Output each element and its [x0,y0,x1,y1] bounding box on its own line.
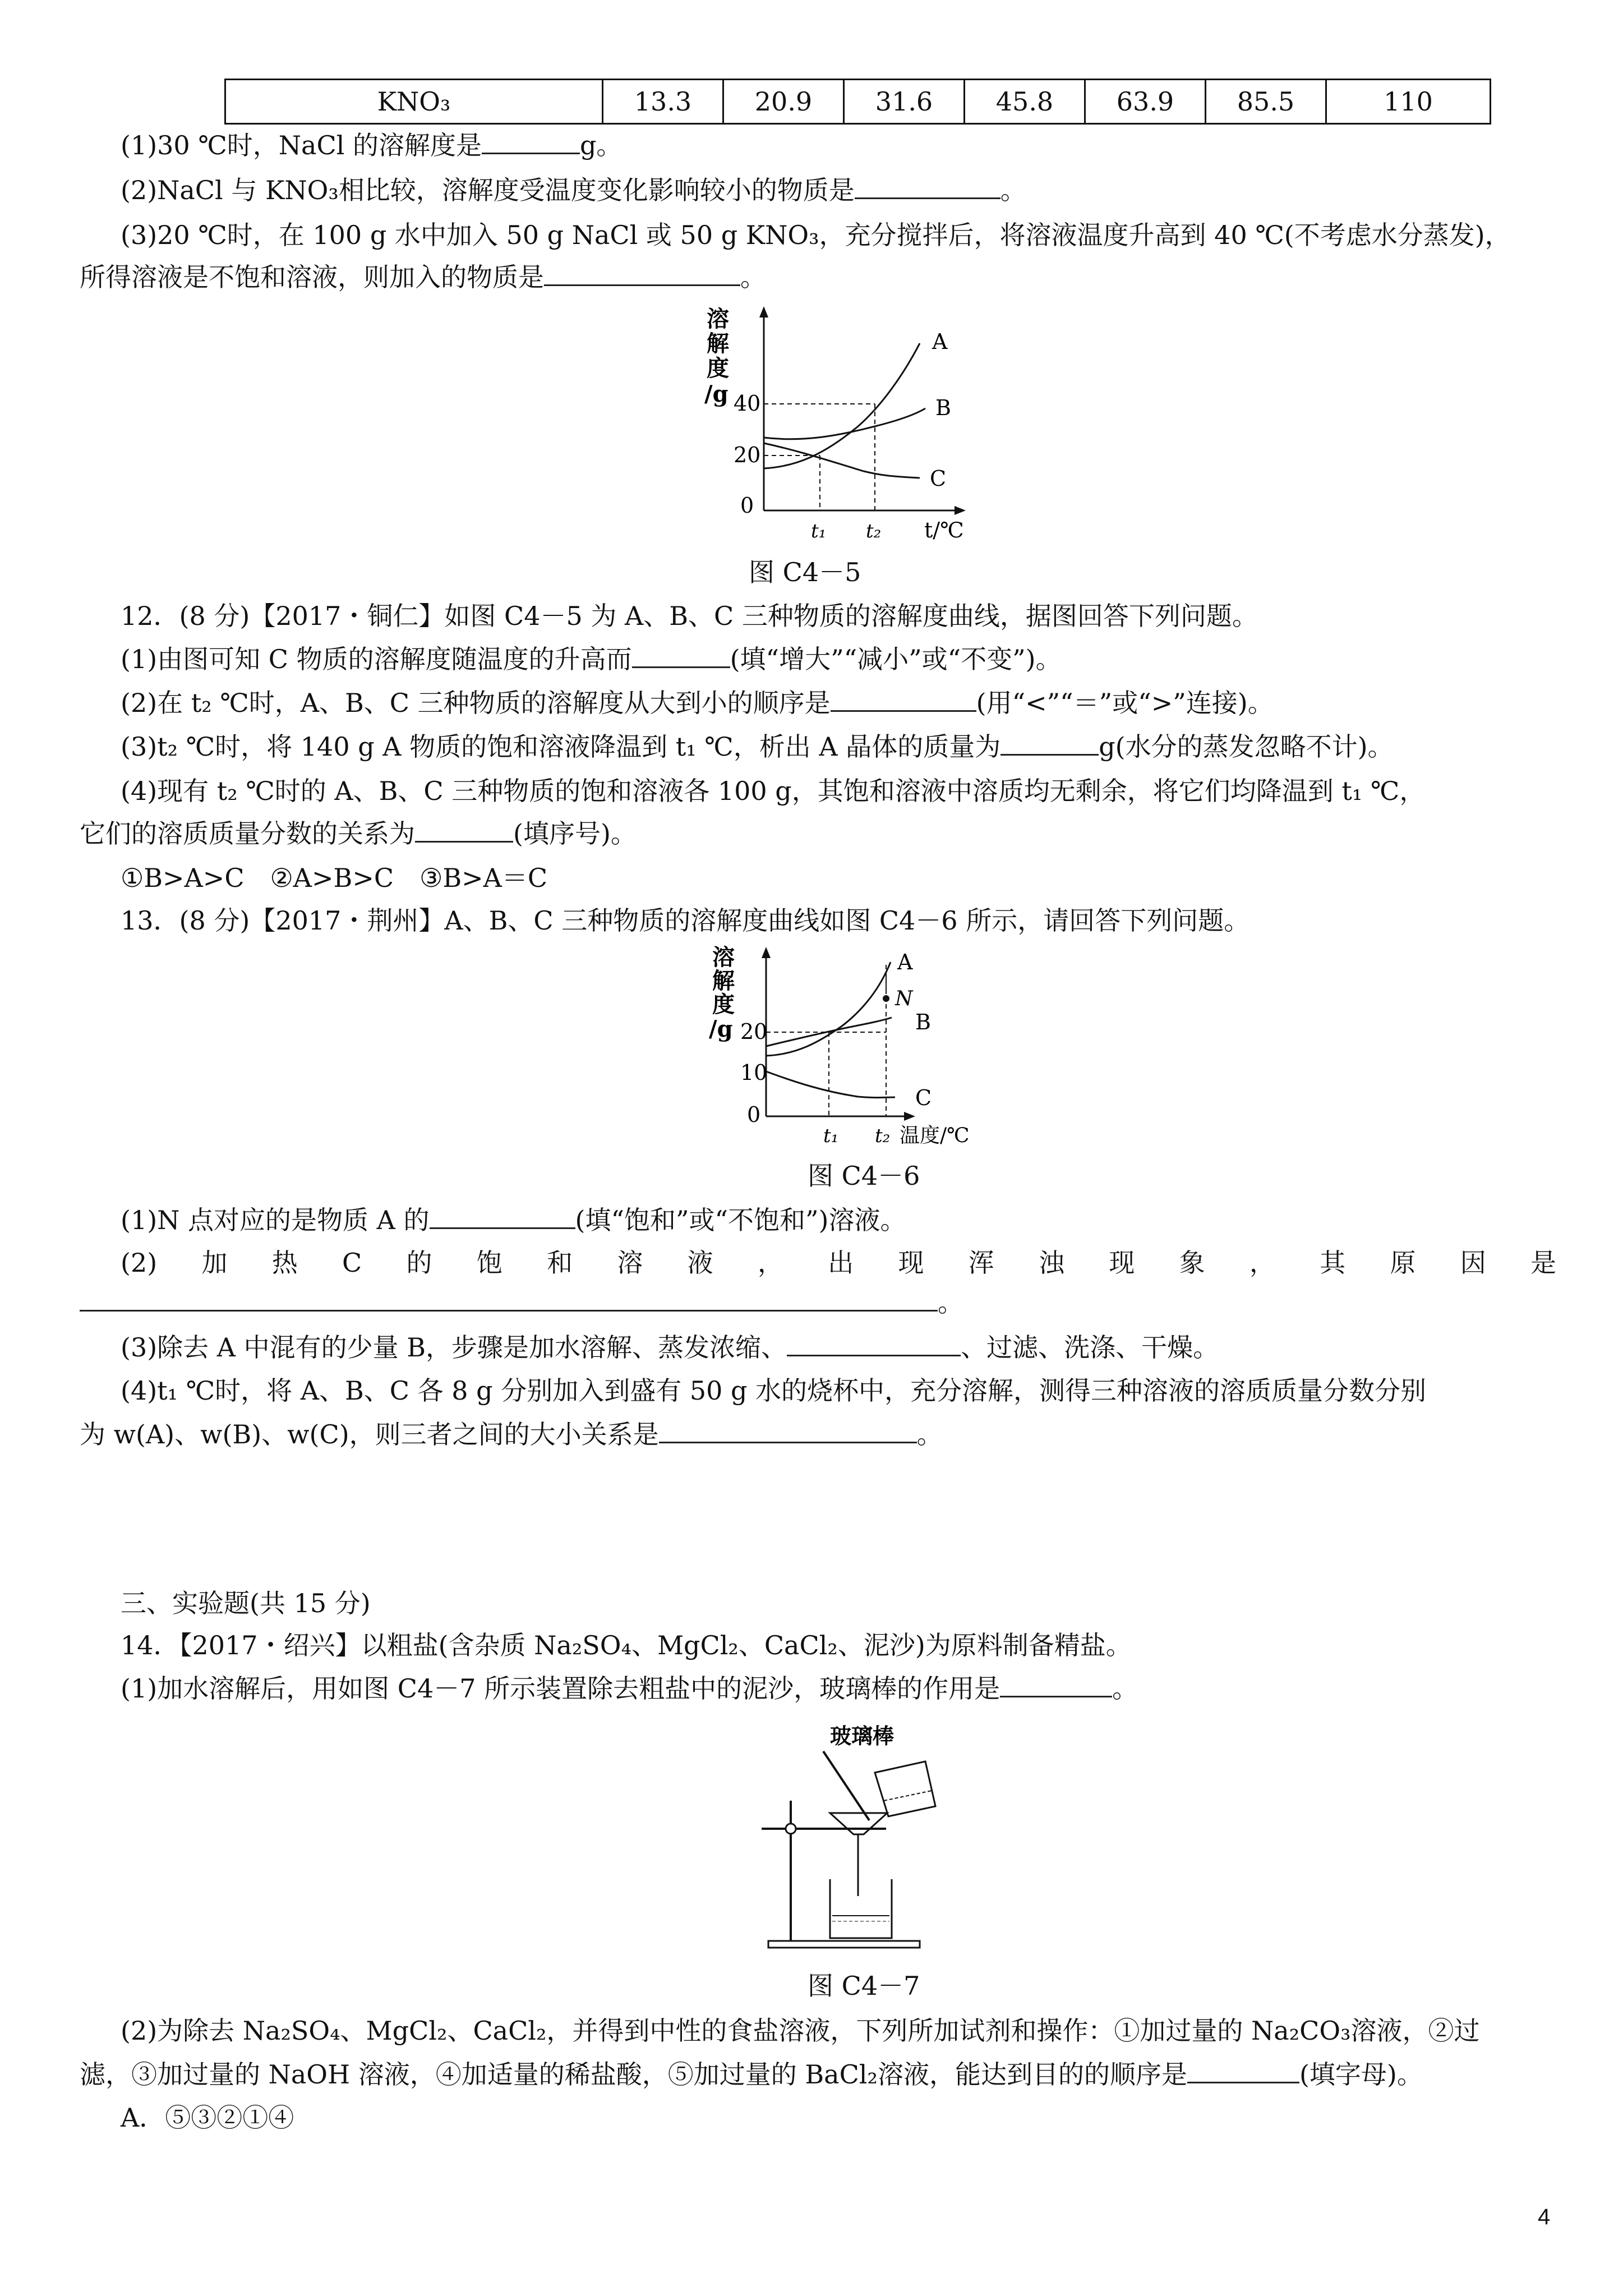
ylabel-char: 溶 [707,306,729,332]
x-axis-label: 温度/℃ [900,1124,970,1147]
y-tick-label: 0 [747,1102,761,1127]
x-tick-label: t₁ [811,520,827,542]
q11-part2: (2)NaCl 与 KNO₃相比较，溶解度受温度变化影响较小的物质是 。 [121,175,1026,205]
q12-part1: (1)由图可知 C 物质的溶解度随温度的升高而 (填“增大”“减小”或“不变”)。 [121,644,1062,674]
table-cell: 31.6 [844,80,965,124]
figure-caption: 图 C4－6 [808,1161,920,1191]
curve-label-c: C [915,1085,932,1110]
curve-label-a: A [897,950,913,974]
q11-part1: (1)30 ℃时，NaCl 的溶解度是 g。 [121,130,623,160]
answer-blank[interactable] [544,261,740,286]
table-cell: 85.5 [1206,80,1326,124]
y-tick-label: 40 [734,391,761,416]
solubility-chart-c4-5 [695,303,1009,550]
q14-option-a: A．⑤③②①④ [121,2102,294,2133]
y-tick-label: 20 [740,1019,768,1044]
x-axis-label: t/℃ [924,518,964,542]
y-axis-arrow [759,306,768,318]
glass-rod [823,1751,869,1820]
q13-part2-line2: 。 [80,1286,963,1319]
answer-blank[interactable] [1000,730,1099,756]
pouring-liquid [884,1791,932,1801]
q13-part2-line1: (2) 加 热 C 的 饱 和 溶 液 ， 出 现 浑 浊 现 象 ， 其 原 因 是 [121,1248,1556,1278]
q14-heading: 14．【2017・绍兴】以粗盐(含杂质 Na₂SO₄、MgCl₂、CaCl₂、泥沙)为原料制备精盐。 [121,1630,1132,1660]
q13-heading: 13．(8 分)【2017・荆州】A、B、C 三种物质的溶解度曲线如图 C4－6 所示，请回答下列问题。 [121,905,1250,936]
answer-blank[interactable] [787,1331,961,1356]
table-cell: 45.8 [965,80,1085,124]
q12-heading: 12．(8 分)【2017・铜仁】如图 C4－5 为 A、B、C 三种物质的溶解度曲线，据图回答下列问题。 [121,601,1258,631]
glass-rod-label: 玻璃棒 [830,1723,895,1749]
filtration-apparatus-c4-7 [757,1717,942,1963]
answer-blank[interactable] [659,1418,917,1443]
stand-base [768,1941,920,1948]
q13-part3: (3)除去 A 中混有的少量 B，步骤是加水溶解、蒸发浓缩、 、过滤、洗涤、干燥。 [121,1332,1219,1363]
solubility-chart-c4-6 [695,942,1009,1167]
clamp-knob-icon [786,1824,796,1834]
answer-blank[interactable] [1000,1672,1112,1697]
q12-part4-line1: (4)现有 t₂ ℃时的 A、B、C 三种物质的饱和溶液各 100 g，其饱和溶液中溶质均无剩余，将它们均降温到 t₁ ℃， [121,776,1426,806]
answer-blank[interactable] [430,1204,575,1229]
q14-part2-line2: 滤，③加过量的 NaOH 溶液，④加适量的稀盐酸，⑤加过量的 BaCl₂溶液，能达到目的的顺序是 (填字母)。 [80,2059,1423,2090]
q12-part2: (2)在 t₂ ℃时，A、B、C 三种物质的溶解度从大到小的顺序是 (用“<”“＝”或“>”连接)。 [121,688,1274,718]
point-label-n: N [895,987,913,1010]
table-row [225,80,1491,124]
answer-blank[interactable] [1187,2058,1299,2083]
q14-part2-line1: (2)为除去 Na₂SO₄、MgCl₂、CaCl₂，并得到中性的食盐溶液，下列所加试剂和操作：①加过量的 Na₂CO₃溶液，②过 [121,2016,1480,2046]
answer-blank[interactable] [855,174,1000,199]
ylabel-char: /g [704,381,728,407]
ylabel-char: 度 [707,355,729,381]
point-n [883,995,889,1002]
beaker [830,1879,892,1938]
funnel [830,1813,887,1834]
ylabel-char: 解 [707,330,729,357]
curve-c [766,1071,895,1098]
curve-a [764,343,920,468]
q13-part1: (1)N 点对应的是物质 A 的 (填“饱和”或“不饱和”)溶液。 [121,1205,906,1235]
y-tick-label: 20 [734,443,761,467]
q14-part1: (1)加水溶解后，用如图 C4－7 所示装置除去粗盐中的泥沙，玻璃棒的作用是 。 [121,1673,1138,1704]
q11-part3-line2: 所得溶液是不饱和溶液，则加入的物质是 。 [80,262,766,292]
pouring-beaker [875,1761,935,1816]
ylabel-char: /g [709,1016,733,1042]
curve-label-c: C [930,466,947,491]
q12-part3: (3)t₂ ℃时，将 140 g A 物质的饱和溶液降温到 t₁ ℃，析出 A 晶体的质量为 g(水分的蒸发忽略不计)。 [121,731,1394,762]
answer-blank[interactable] [632,643,730,668]
q12-options: ①B>A>C ②A>B>C ③B>A＝C [121,863,548,893]
table-cell: 13.3 [603,80,723,124]
x-tick-label: t₁ [823,1125,839,1147]
x-tick-label: t₂ [875,1125,891,1147]
q11-part3-line1: (3)20 ℃时，在 100 g 水中加入 50 g NaCl 或 50 g KNO₃，充分搅拌后，将溶液温度升高到 40 ℃(不考虑水分蒸发)， [121,220,1511,250]
solubility-table-kno3 [224,79,1491,125]
q12-part4-line2: 它们的溶质质量分数的关系为 (填序号)。 [80,818,637,849]
answer-blank[interactable] [831,687,976,712]
y-tick-label: 10 [740,1060,768,1085]
ylabel-char: 解 [712,968,735,994]
table-cell: 20.9 [723,80,844,124]
x-tick-label: t₂ [866,520,882,542]
x-axis-arrow [955,506,966,515]
y-tick-label: 0 [740,493,754,518]
y-axis-arrow [762,947,771,958]
curve-c [764,443,920,478]
q13-part4-line1: (4)t₁ ℃时，将 A、B、C 各 8 g 分别加入到盛有 50 g 水的烧杯中，充分溶解，测得三种溶液的溶质质量分数分别 [121,1375,1427,1406]
ylabel-char: 度 [712,991,735,1018]
answer-blank[interactable] [80,1286,938,1312]
page-number: 4 [1538,2205,1551,2229]
table-cell-label: KNO₃ [225,80,603,124]
curve-label-b: B [935,395,951,420]
figure-caption: 图 C4－5 [749,557,861,587]
table-cell: 63.9 [1085,80,1206,124]
curve-label-b: B [915,1010,931,1034]
table-cell: 110 [1326,80,1491,124]
answer-blank[interactable] [415,817,513,843]
ylabel-char: 溶 [712,944,735,970]
q13-part4-line2: 为 w(A)、w(B)、w(C)，则三者之间的大小关系是 。 [80,1419,943,1450]
curve-b [764,408,925,439]
section-title: 三、实验题(共 15 分) [121,1588,371,1618]
x-axis-arrow [904,1112,915,1121]
figure-caption: 图 C4－7 [808,1971,920,2001]
curve-label-a: A [932,329,948,354]
answer-blank[interactable] [482,129,580,154]
